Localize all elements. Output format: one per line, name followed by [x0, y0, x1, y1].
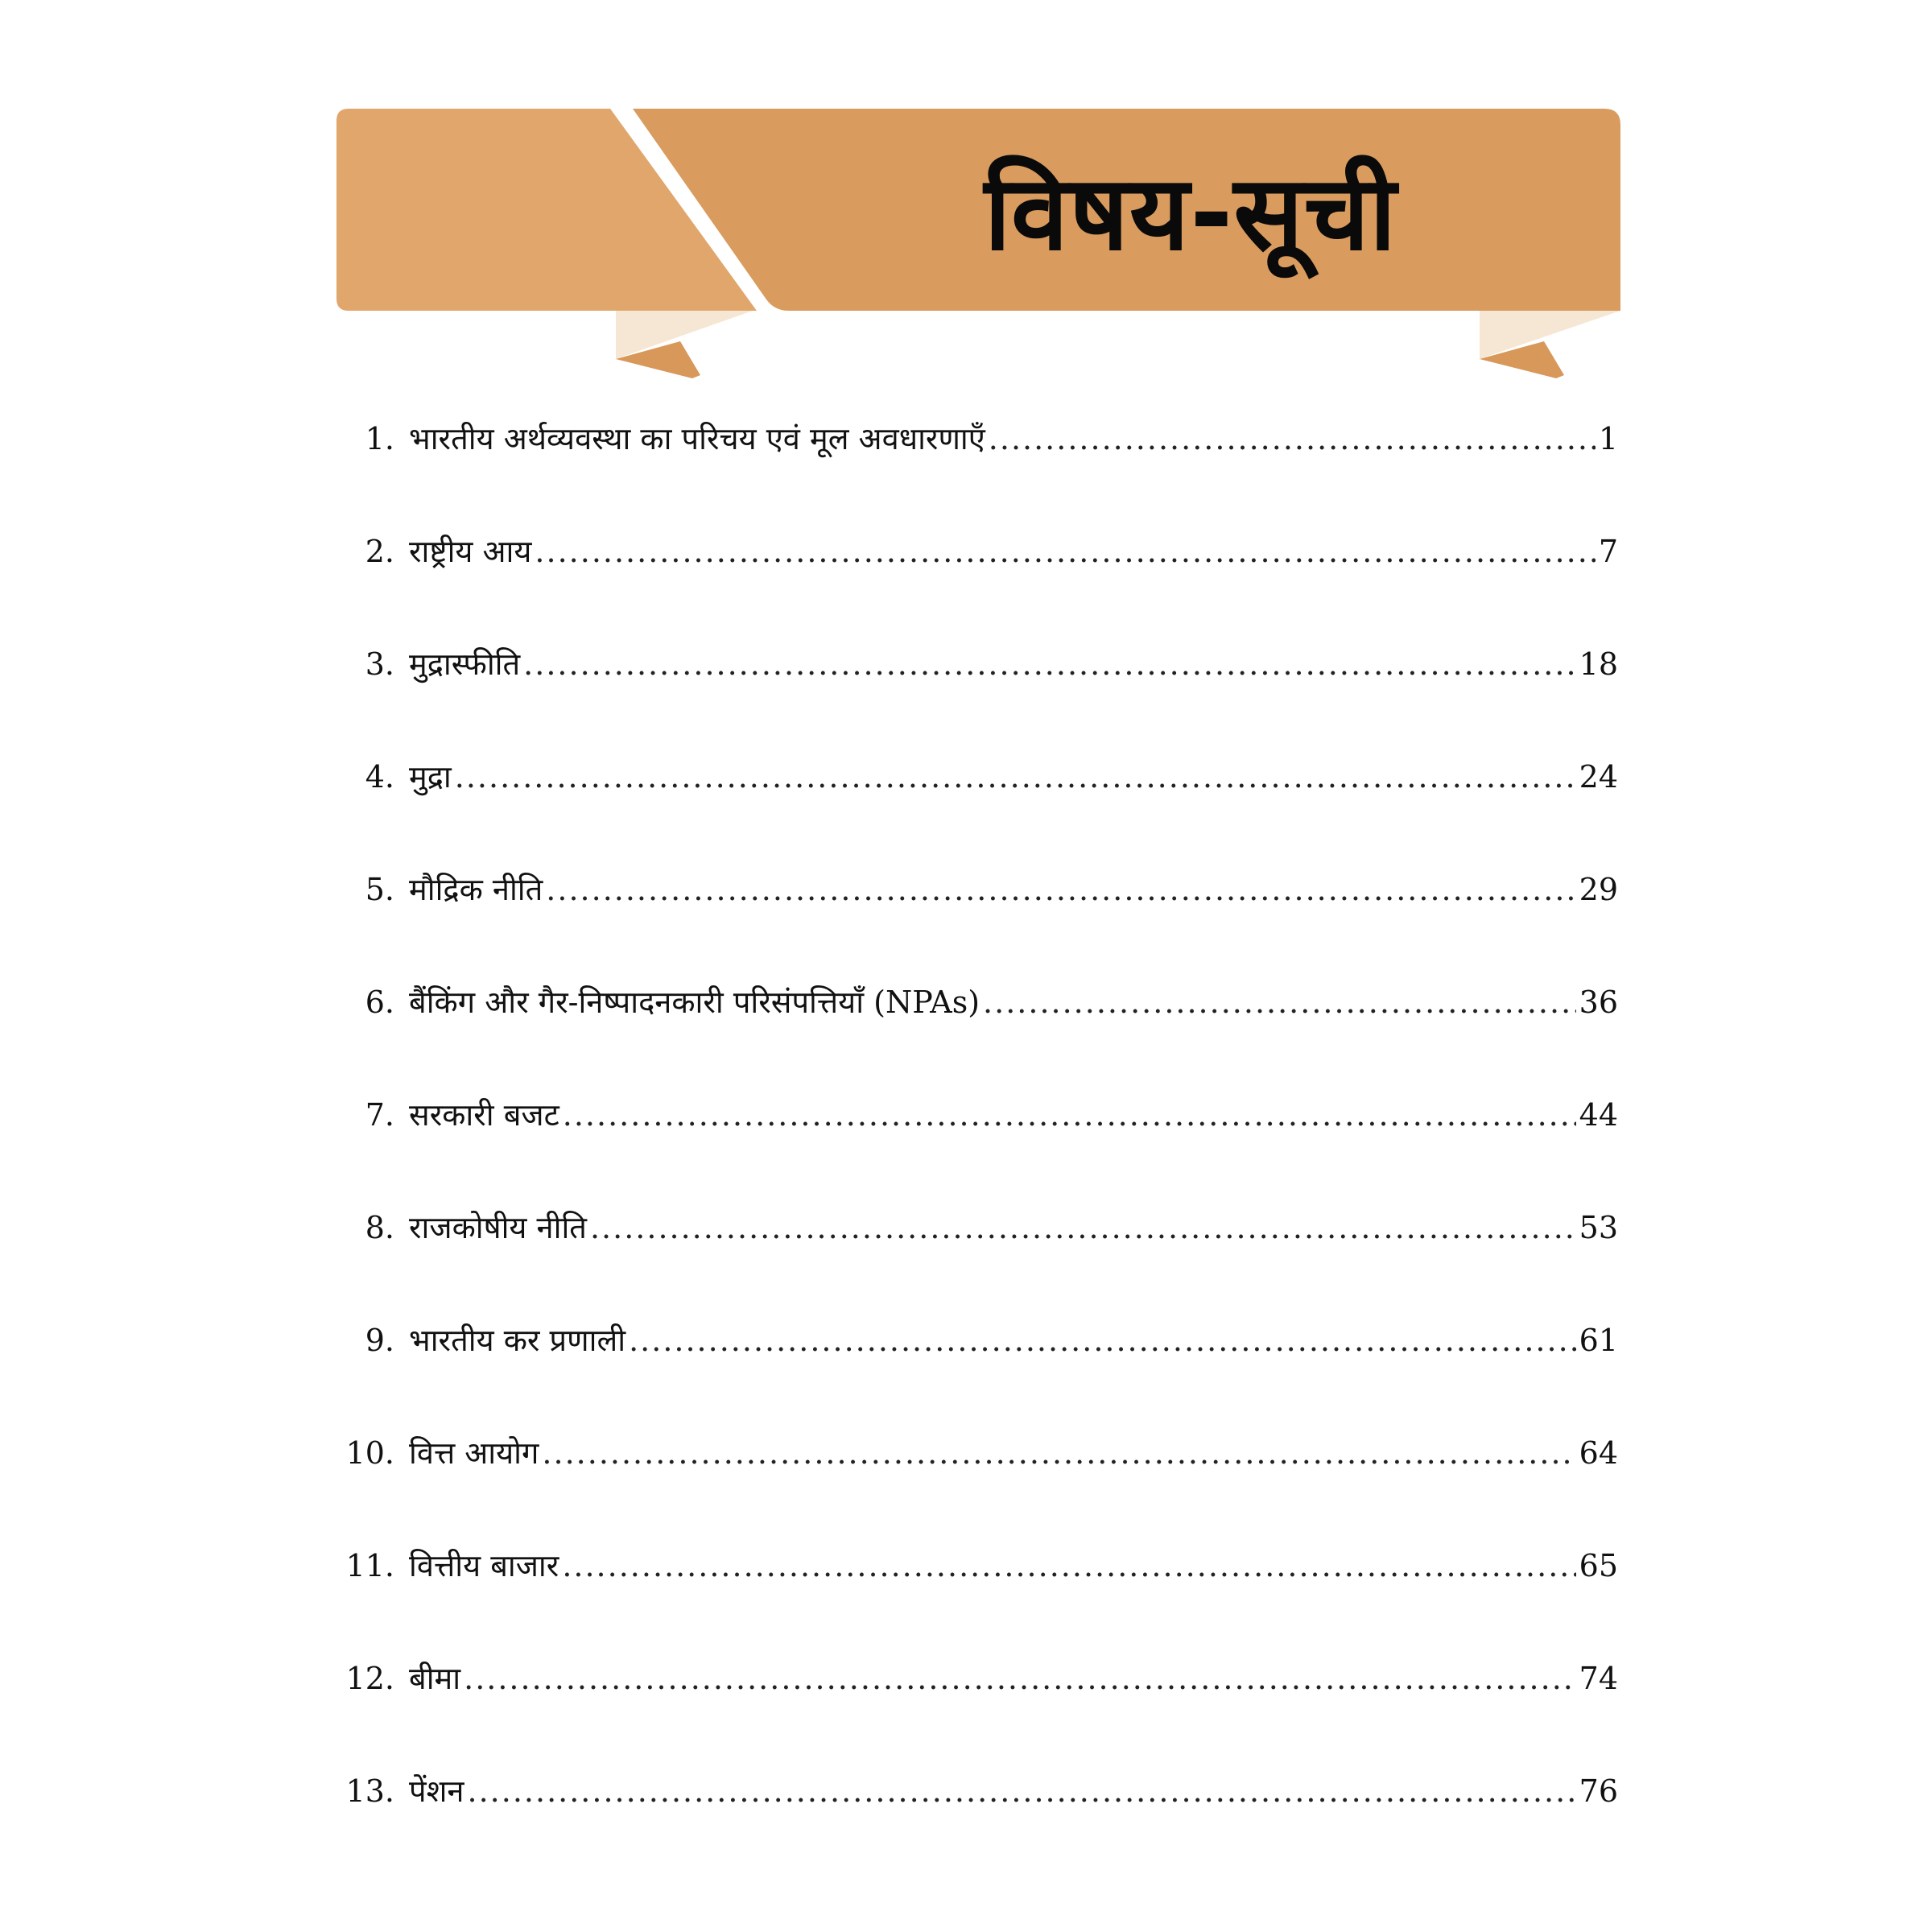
toc-entry-number: 6. [365, 985, 394, 1020]
toc-entry-number: 1. [365, 421, 394, 456]
toc-entry-page: 7 [1598, 534, 1618, 569]
toc-entry[interactable] [338, 1199, 1618, 1256]
toc-entry-number: 2. [365, 534, 394, 569]
toc-entry[interactable] [338, 636, 1618, 692]
toc-entry[interactable] [338, 1425, 1618, 1481]
toc-entry-page: 1 [1598, 421, 1618, 456]
toc-dot-leader [562, 1538, 1575, 1594]
toc-entry-page: 53 [1579, 1210, 1618, 1245]
toc-entry[interactable] [338, 523, 1618, 580]
toc-entry-number: 8. [365, 1210, 394, 1245]
toc-entry-number: 10. [345, 1435, 394, 1471]
toc-entry-page: 64 [1579, 1435, 1618, 1471]
toc-dot-leader [563, 1087, 1576, 1143]
toc-entry-title: पेंशन [409, 1773, 464, 1809]
toc-entry-title: मुद्रा [409, 759, 452, 795]
toc-entry-page: 29 [1579, 872, 1618, 907]
toc-entry[interactable] [338, 1763, 1618, 1819]
toc-entry-title: सरकारी बजट [409, 1097, 559, 1133]
page-title: विषय-सूची [984, 153, 1397, 274]
toc-dot-leader [983, 974, 1576, 1030]
toc-dot-leader [590, 1199, 1576, 1256]
toc-entry-number: 4. [365, 759, 394, 795]
toc-entry-number: 12. [345, 1661, 394, 1696]
toc-entry-title: मुद्रास्फीति [409, 646, 521, 682]
toc-entry-title: बैंकिंग और गैर-निष्पादनकारी परिसंपत्तियाँ (NPAs) [409, 985, 980, 1020]
toc-entry-number: 5. [365, 872, 394, 907]
toc-entry-page: 76 [1579, 1773, 1618, 1809]
toc-entry-number: 13. [345, 1773, 394, 1809]
toc-entry-page: 24 [1579, 759, 1618, 795]
toc-entry[interactable] [338, 411, 1618, 467]
toc-entry[interactable] [338, 1312, 1618, 1368]
toc-entry[interactable] [338, 974, 1618, 1030]
toc-dot-leader [464, 1650, 1576, 1707]
toc-entry-title: वित्तीय बाजार [409, 1548, 559, 1583]
toc-entry-title: वित्त आयोग [409, 1435, 539, 1471]
toc-entry-page: 65 [1579, 1548, 1618, 1583]
toc-dot-leader [542, 1425, 1575, 1481]
toc-entry-page: 44 [1579, 1097, 1618, 1133]
toc-entry-title: राजकोषीय नीति [409, 1210, 587, 1245]
toc-dot-leader [468, 1763, 1576, 1819]
toc-entry-title: मौद्रिक नीति [409, 872, 543, 907]
toc-entry-page: 36 [1579, 985, 1618, 1020]
toc-dot-leader [989, 411, 1596, 467]
toc-entry-page: 74 [1579, 1661, 1618, 1696]
toc-entry[interactable] [338, 1650, 1618, 1707]
toc-dot-leader [455, 749, 1576, 805]
toc-dot-leader [546, 861, 1575, 918]
toc-entry-title: भारतीय कर प्रणाली [409, 1323, 626, 1358]
toc-entry[interactable] [338, 861, 1618, 918]
toc-entry-number: 9. [365, 1323, 394, 1358]
toc-entry-page: 18 [1579, 646, 1618, 682]
toc-entry-number: 3. [365, 646, 394, 682]
toc-entry-title: भारतीय अर्थव्यवस्था का परिचय एवं मूल अवधारणाएँ [409, 421, 985, 456]
toc-entry[interactable] [338, 749, 1618, 805]
toc-entry-title: राष्ट्रीय आय [409, 534, 532, 569]
toc-entry-title: बीमा [409, 1661, 461, 1696]
toc-entry-page: 61 [1579, 1323, 1618, 1358]
toc-dot-leader [535, 523, 1595, 580]
toc-entry-number: 7. [365, 1097, 394, 1133]
toc-entry[interactable] [338, 1087, 1618, 1143]
toc-entry[interactable] [338, 1538, 1618, 1594]
toc-dot-leader [629, 1312, 1576, 1368]
toc-dot-leader [523, 636, 1575, 692]
toc-entry-number: 11. [345, 1548, 394, 1583]
